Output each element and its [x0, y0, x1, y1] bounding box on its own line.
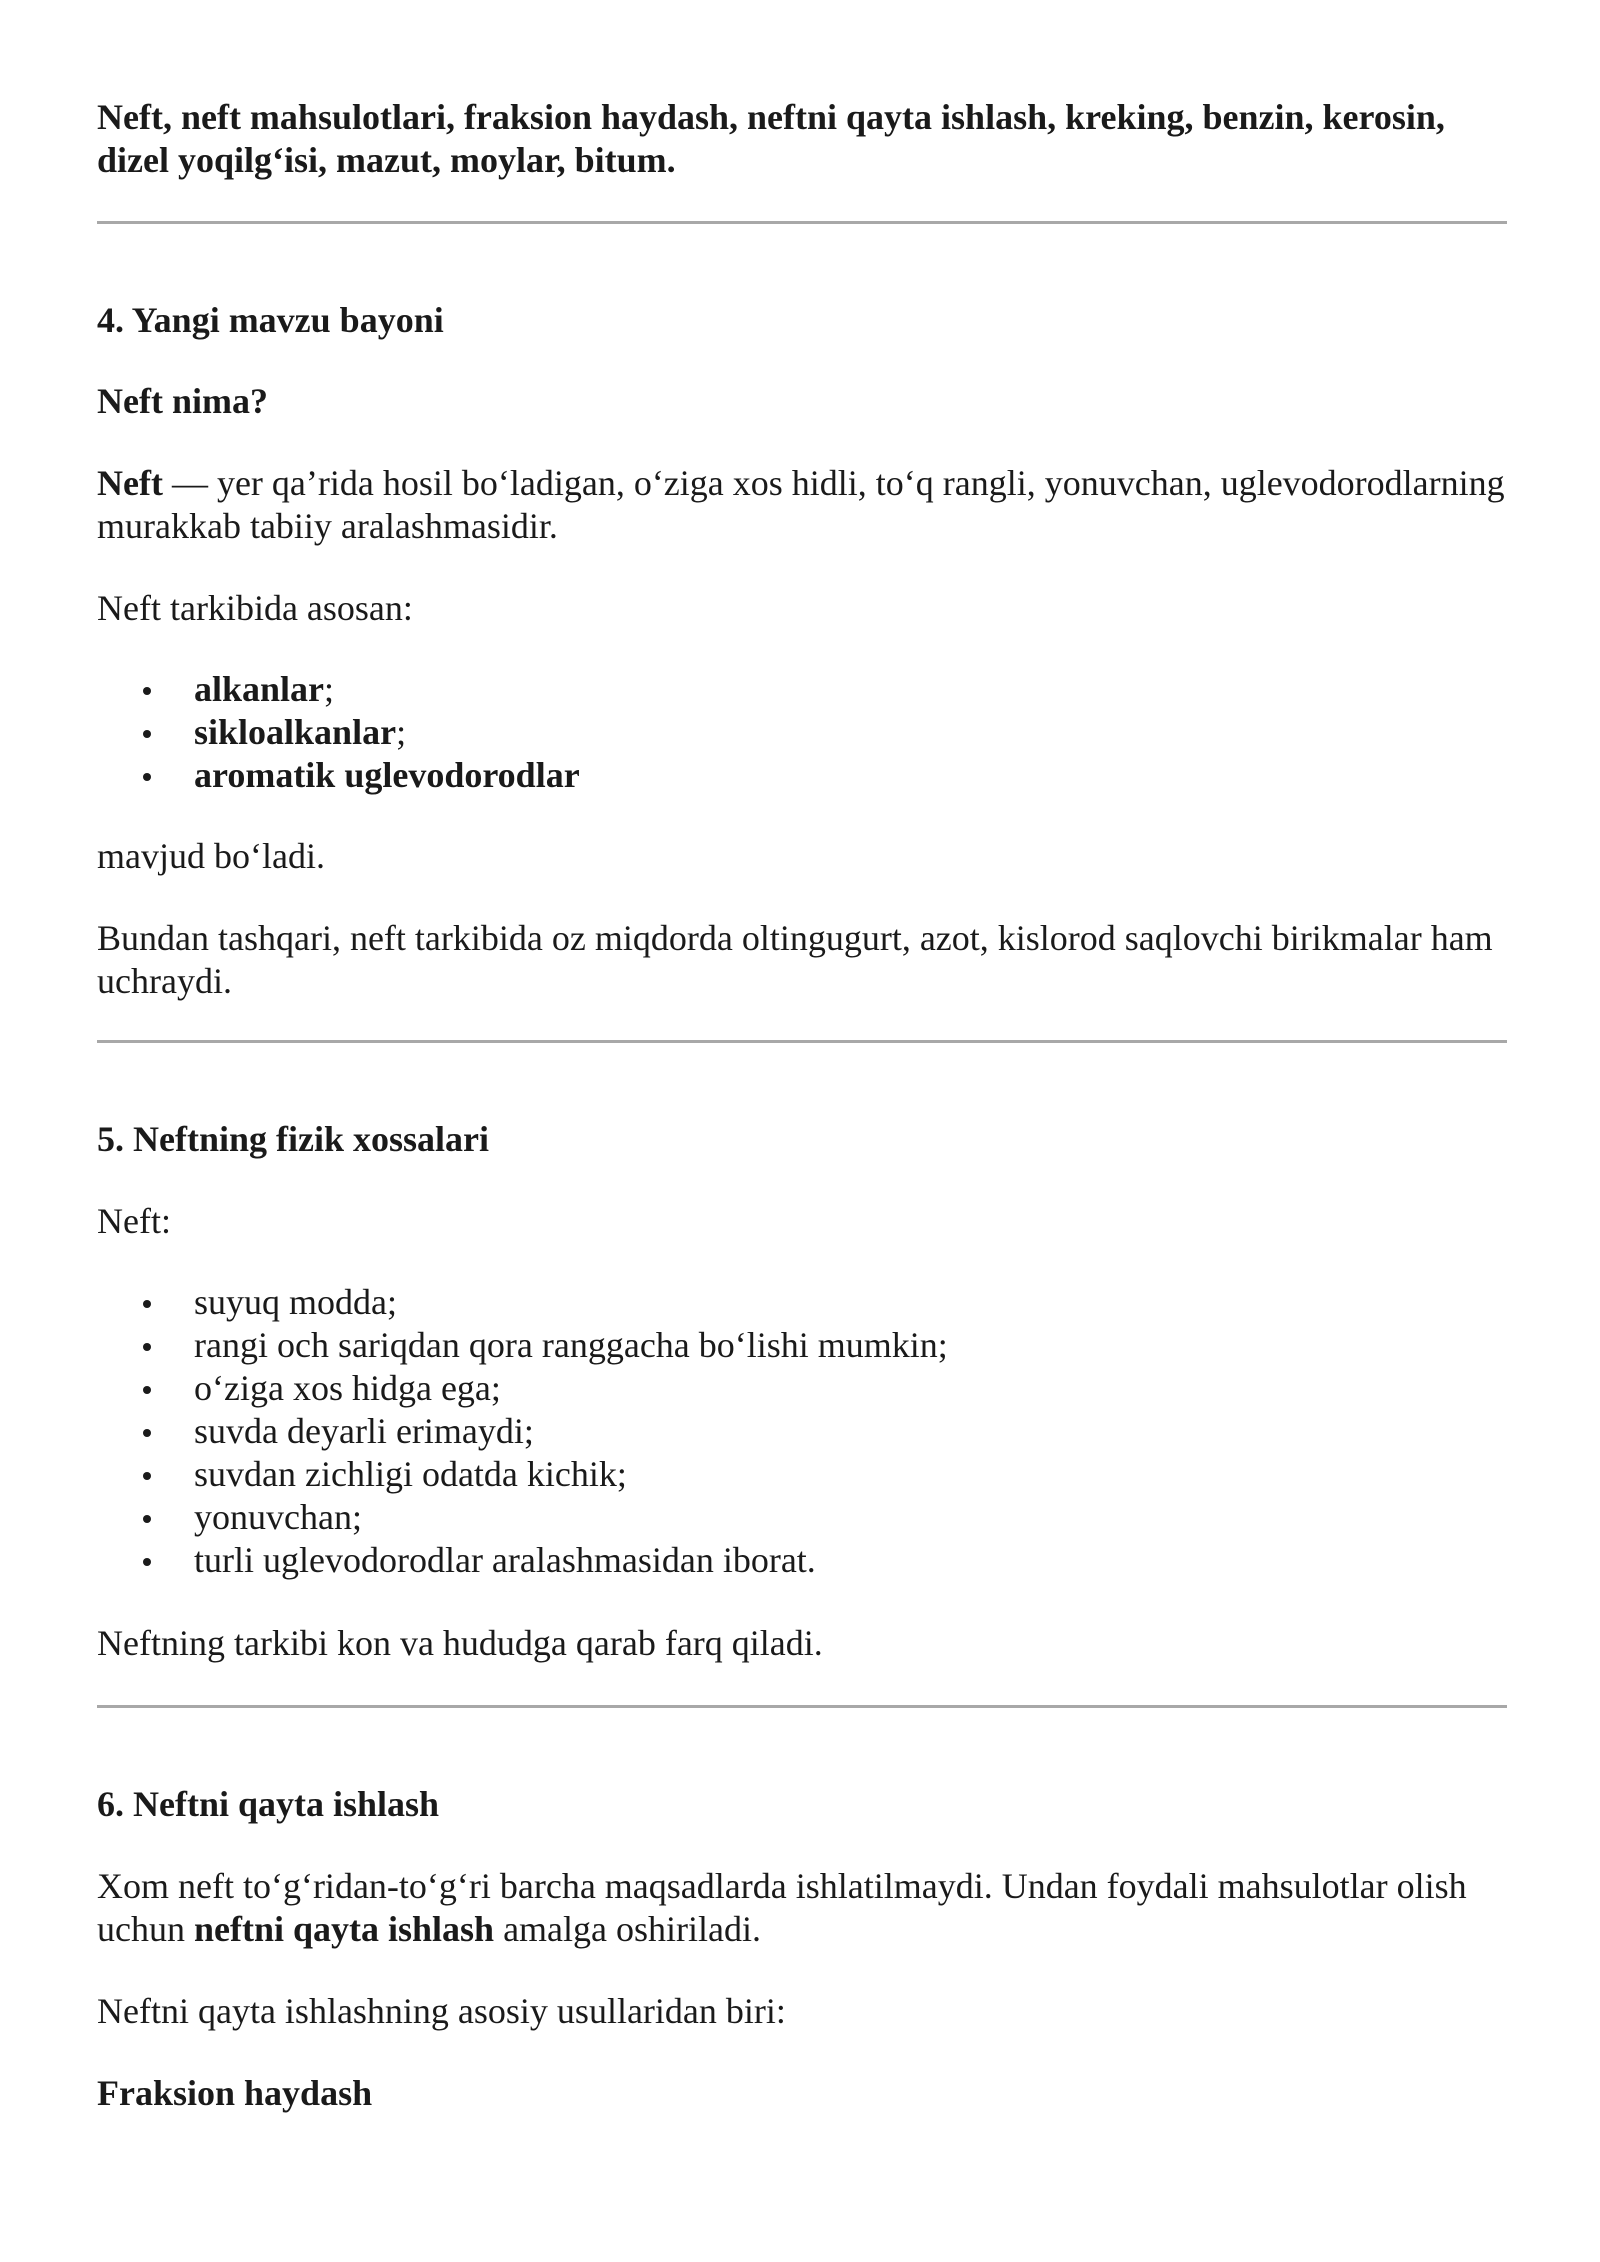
definition-text: — yer qa’rida hosil bo‘ladigan, o‘ziga xos hidli, to‘q rangli, yonuvchan, uglevodorodlarning murakkab tabiiy aralashmasidir. — [97, 463, 1505, 546]
bullet-icon — [143, 1558, 151, 1566]
list-item: sikloalkanlar; — [97, 711, 1517, 754]
section-4-subheading: Neft nima? — [97, 381, 268, 421]
fractional-distillation-heading: Fraksion haydash — [97, 2073, 373, 2113]
properties-intro: Neft: — [97, 1201, 171, 1241]
section-divider — [97, 1705, 1507, 1708]
section-divider — [97, 221, 1507, 224]
neft-definition — [97, 462, 1517, 548]
definition-term: Neft — [97, 463, 163, 503]
keywords-paragraph: Neft, neft mahsulotlari, fraksion haydash, neftni qayta ishlash, kreking, benzin, kerosin, dizel yoqilg‘isi, mazut, moylar, bitum. — [97, 97, 1445, 180]
bullet-icon — [143, 773, 151, 781]
bullet-icon — [143, 1429, 151, 1437]
composition-outro: mavjud bo‘ladi. — [97, 836, 325, 876]
section-divider — [97, 1040, 1507, 1043]
list-item: yonuvchan; — [97, 1496, 1517, 1539]
list-item: suvda deyarli erimaydi; — [97, 1410, 1517, 1453]
list-item: turli uglevodorodlar aralashmasidan iborat. — [97, 1539, 1517, 1582]
refining-paragraph: Xom neft to‘g‘ridan-to‘g‘ri barcha maqsadlarda ishlatilmaydi. Undan foydali mahsulotlar olish uchun neftni qayta ishlash amalga oshiriladi. — [97, 1866, 1467, 1949]
section-4-heading: 4. Yangi mavzu bayoni — [97, 300, 444, 340]
bullet-icon — [143, 1343, 151, 1351]
composition-intro: Neft tarkibida asosan: — [97, 588, 413, 628]
list-item: suyuq modda; — [97, 1281, 1517, 1324]
list-item: aromatik uglevodorodlar — [97, 754, 1517, 797]
bullet-icon — [143, 1472, 151, 1480]
list-item: suvdan zichligi odatda kichik; — [97, 1453, 1517, 1496]
bullet-icon — [143, 730, 151, 738]
bullet-icon — [143, 1386, 151, 1394]
properties-outro: Neftning tarkibi kon va hududga qarab farq qiladi. — [97, 1623, 823, 1663]
list-item: rangi och sariqdan qora ranggacha bo‘lishi mumkin; — [97, 1324, 1517, 1367]
bullet-icon — [143, 687, 151, 695]
section-6-heading: 6. Neftni qayta ishlash — [97, 1784, 440, 1824]
properties-list — [97, 1281, 1517, 1582]
composition-list — [97, 668, 1517, 797]
list-item: o‘ziga xos hidga ega; — [97, 1367, 1517, 1410]
extra-composition-paragraph: Bundan tashqari, neft tarkibida oz miqdorda oltingugurt, azot, kislorod saqlovchi birikmalar ham uchraydi. — [97, 918, 1493, 1001]
refining-methods-intro: Neftni qayta ishlashning asosiy usullaridan biri: — [97, 1991, 786, 2031]
section-5-heading: 5. Neftning fizik xossalari — [97, 1119, 489, 1159]
bullet-icon — [143, 1515, 151, 1523]
list-item: alkanlar; — [97, 668, 1517, 711]
bullet-icon — [143, 1300, 151, 1308]
